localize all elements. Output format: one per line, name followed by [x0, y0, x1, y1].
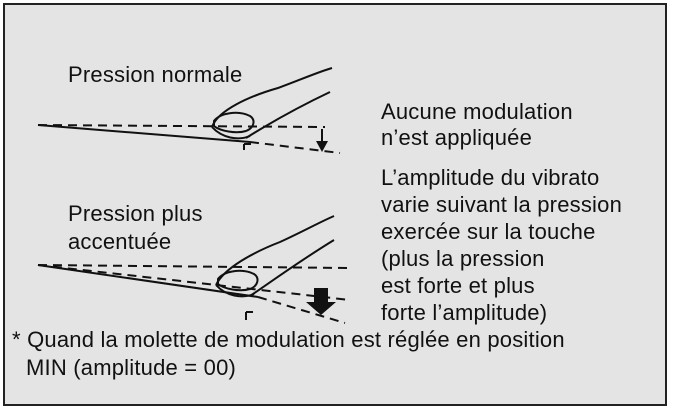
accented-pressure-label-line-1: Pression plus [68, 201, 203, 226]
large-arrow-icon [306, 288, 336, 315]
key-accented-pressure [38, 265, 350, 323]
vibrato-line-1: L’amplitude du vibrato [381, 165, 600, 190]
no-modulation-line-2: n’est appliquée [381, 125, 533, 150]
vibrato-line-4: (plus la pression [381, 246, 545, 271]
footnote-line-2: MIN (amplitude = 00) [26, 355, 237, 380]
small-arrow-icon [316, 129, 328, 152]
vibrato-line-2: varie suivant la pression [381, 192, 623, 217]
vibrato-line-5: est forte et plus [381, 273, 535, 298]
vibrato-line-3: exercée sur la touche [381, 219, 596, 244]
finger-accented-icon [216, 216, 334, 296]
no-modulation-line-1: Aucune modulation [381, 99, 573, 124]
accented-pressure-label-line-2: accentuée [68, 229, 172, 254]
normal-pressure-label: Pression normale [68, 62, 243, 87]
footnote-line-1: * Quand la molette de modulation est réglée en position [12, 327, 565, 352]
key-normal-pressure [38, 125, 340, 153]
vibrato-line-6: forte l’amplitude) [381, 300, 548, 325]
